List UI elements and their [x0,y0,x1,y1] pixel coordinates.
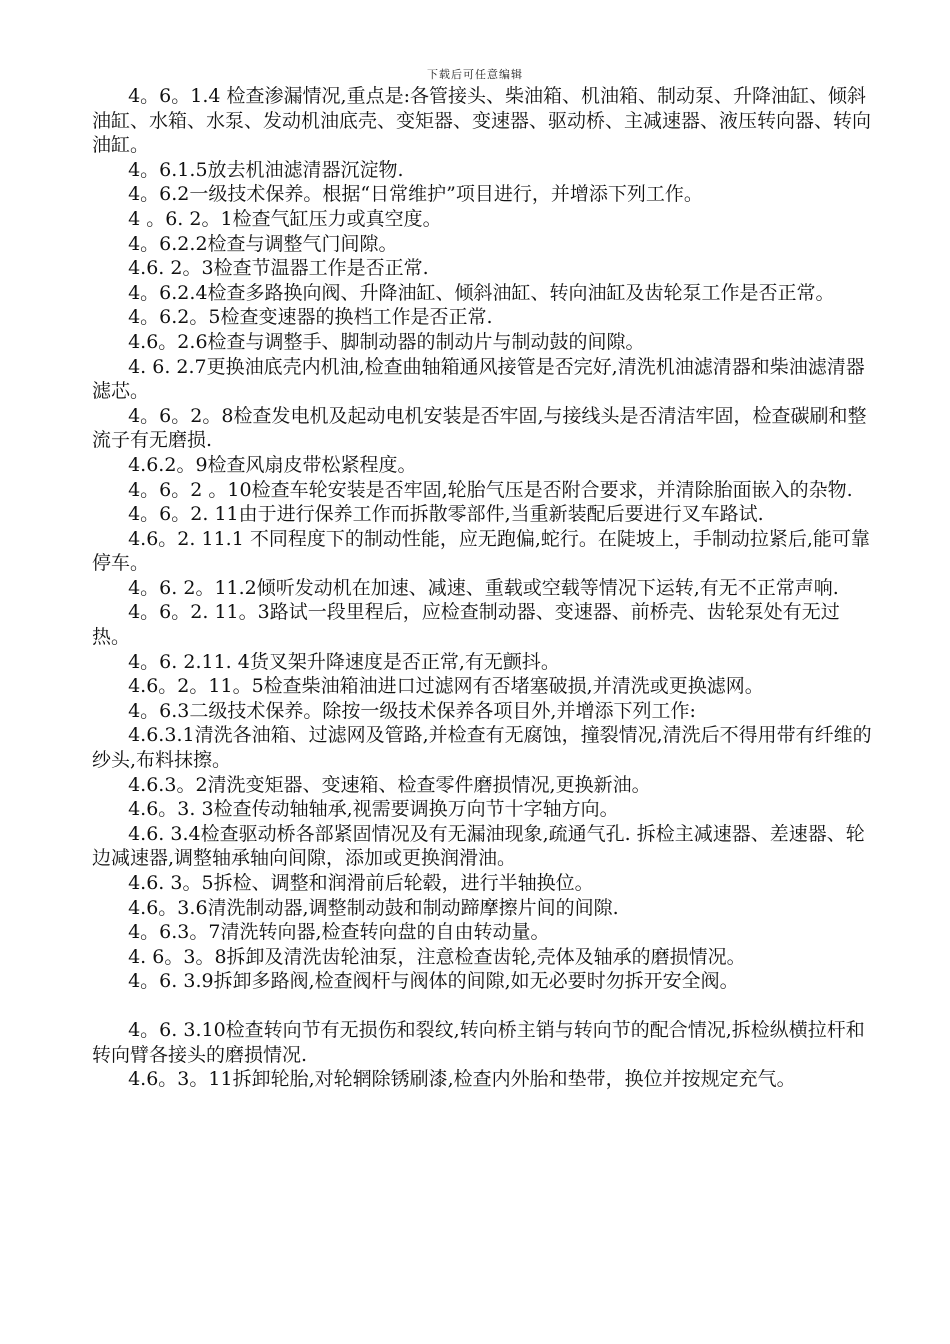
paragraph-4-6-2-5: 4。6.2。5检查变速器的换档工作是否正常. [128,306,493,329]
paragraph-4-6-3-3: 4.6。3. 3检查传动轴轴承,视需要调换万向节十字轴方向。 [128,798,619,821]
paragraph-4-6-3-10: 4。6. 3.10检查转向节有无损伤和裂纹,转向桥主销与转向节的配合情况,拆检纵横拉杆和转向臂各接头的磨损情况. [92,1018,865,1066]
paragraph-4-6-2-11-5: 4.6。2。11。5检查柴油箱油进口过滤网有否堵塞破损,并清洗或更换滤网。 [128,675,764,698]
paragraph-4-6-1-5: 4。6.1.5放去机油滤清器沉淀物. [128,158,404,181]
paragraph-4-6-3-11: 4.6。3。11拆卸轮胎,对轮辋除锈刷漆,检查内外胎和垫带，换位并按规定充气。 [128,1068,796,1091]
paragraph-4-6-2: 4。6.2一级技术保养。根据“日常维护”项目进行，并增添下列工作。 [128,183,703,206]
paragraph-4-6-2-11-1: 4.6。2. 11.1 不同程度下的制动性能，应无跑偏,蛇行。在陡坡上，手制动拉紧后,能可靠停车。 [92,527,870,575]
paragraph-4-6-1-4: 4。6。1.4 检查渗漏情况,重点是:各管接头、柴油箱、机油箱、制动泵、升降油缸、倾斜油缸、水箱、水泵、发动机油底壳、变矩器、变速器、驱动桥、主减速器、液压转向器、转向油缸。 [92,85,872,157]
paragraph-4-6-3-5: 4.6. 3。5拆检、调整和润滑前后轮毂，进行半轴换位。 [128,872,594,894]
document-body [92,84,872,1092]
page-header: 下载后可任意编辑 [427,68,523,81]
paragraph-4-6-2-10: 4。6。2 。10检查车轮安装是否牢固,轮胎气压是否附合要求，并清除胎面嵌入的杂物. [128,478,853,501]
paragraph-4-6-2-3: 4.6. 2。3检查节温器工作是否正常. [128,257,429,280]
paragraph-4-6-3-1: 4.6.3.1清洗各油箱、过滤网及管路,并检查有无腐蚀，撞裂情况,清洗后不得用带有纤维的纱头,布料抹擦。 [92,724,872,772]
paragraph-4-6-2-4: 4。6.2.4检查多路换向阀、升降油缸、倾斜油缸、转向油缸及齿轮泵工作是否正常。 [128,281,835,304]
paragraph-4-6-2-11: 4。6。2. 11由于进行保养工作而拆散零部件,当重新装配后要进行叉车路试. [128,503,764,526]
paragraph-4-6-3: 4。6.3二级技术保养。除按一级技术保养各项目外,并增添下列工作: [128,699,696,722]
paragraph-4-6-3-2: 4.6.3。2清洗变矩器、变速箱、检查零件磨损情况,更换新油。 [128,773,651,796]
paragraph-4-6-3-7: 4。6.3。7清洗转向器,检查转向盘的自由转动量。 [128,921,550,944]
paragraph-4-6-2-7: 4. 6. 2.7更换油底壳内机油,检查曲轴箱通风接管是否完好,清洗机油滤清器和柴油滤清器滤芯。 [92,355,865,403]
paragraph-4-6-2-11-4: 4。6. 2.11. 4货叉架升降速度是否正常,有无颤抖。 [128,650,560,673]
paragraph-4-6-3-6: 4.6。3.6清洗制动器,调整制动鼓和制动蹄摩擦片间的间隙. [128,896,619,919]
paragraph-4-6-2-1: 4 。6. 2。1检查气缸压力或真空度。 [128,207,442,230]
paragraph-4-6-2-6: 4.6。2.6检查与调整手、脚制动器的制动片与制动鼓的间隙。 [128,330,645,353]
paragraph-4-6-2-9: 4.6.2。9检查风扇皮带松紧程度。 [128,453,417,476]
paragraph-4-6-2-11-2: 4。6. 2。11.2倾听发动机在加速、减速、重载或空载等情况下运转,有无不正常声响. [128,576,839,599]
paragraph-4-6-2-8: 4。6。2。8检查发电机及起动电机安装是否牢固,与接线头是否清洁牢固，检查碳刷和整流子有无磨损. [92,404,867,452]
paragraph-4-6-3-4: 4.6. 3.4检查驱动桥各部紧固情况及有无漏油现象,疏通气孔. 拆检主减速器、差速器、轮边减速器,调整轴承轴向间隙，添加或更换润滑油。 [92,822,865,870]
paragraph-4-6-2-2: 4。6.2.2检查与调整气门间隙。 [128,232,398,255]
paragraph-4-6-2-11-3: 4。6。2. 11。3路试一段里程后，应检查制动器、变速器、前桥壳、齿轮泵处有无过热。 [92,601,840,649]
paragraph-4-6-3-8: 4. 6。3。8拆卸及清洗齿轮油泵，注意检查齿轮,壳体及轴承的磨损情况。 [128,945,746,968]
paragraph-4-6-3-9: 4。6. 3.9拆卸多路阀,检查阀杆与阀体的间隙,如无必要时勿拆开安全阀。 [128,970,739,993]
